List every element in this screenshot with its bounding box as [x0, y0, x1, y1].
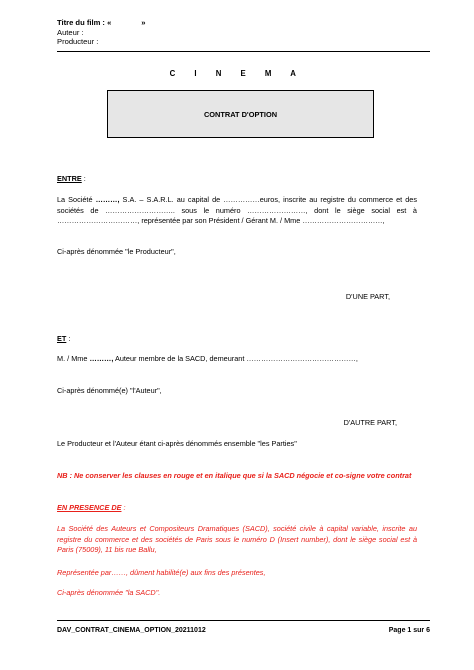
sacd-representative: Représentée par……, dûment habilité(e) aux fins des présentes,	[57, 568, 266, 577]
producer-para-dots: ………,	[95, 195, 120, 204]
et-heading	[57, 334, 417, 345]
producer-designation: Ci-après dénommée "le Producteur",	[57, 247, 176, 256]
film-title-blank	[111, 18, 141, 28]
first-party-label: D'UNE PART,	[345, 292, 390, 301]
film-title-close: »	[141, 18, 146, 27]
document-header	[57, 18, 146, 47]
sacd-paragraph: La Société des Auteurs et Compositeurs Dramatiques (SACD), société civile à capital variable, inscrite au registre du commerce et des sociétés de Paris sous le numéro D (Insert number), dont le siège social est à Paris (75009), 11 bis rue Ballu,	[57, 524, 417, 555]
footer-divider	[57, 620, 430, 621]
author-label: Auteur :	[57, 27, 84, 37]
producer-paragraph	[57, 195, 417, 227]
presence-label-suffix: :	[121, 503, 126, 512]
footer-doc-id: DAV_CONTRAT_CINEMA_OPTION_20211012	[57, 627, 206, 634]
author-para-start: M. / Mme	[57, 354, 90, 363]
producer-para-start: La Société	[57, 195, 96, 204]
film-title-label: Titre du film : «	[57, 18, 112, 27]
author-designation: Ci-après dénommé(e) "l'Auteur",	[57, 386, 162, 395]
contract-title-box	[107, 90, 374, 138]
producer-label: Producteur :	[57, 37, 99, 47]
author-para-rest: Auteur membre de la SACD, demeurant ………………………………………,	[113, 354, 358, 363]
entre-label: ENTRE	[57, 174, 82, 183]
author-paragraph	[57, 354, 417, 365]
parties-paragraph: Le Producteur et l'Auteur étant ci-après dénommés ensemble "les Parties"	[57, 439, 297, 448]
author-para-dots: ………,	[89, 354, 114, 363]
et-label-suffix: :	[66, 334, 71, 343]
entre-label-suffix: :	[81, 174, 86, 183]
presence-label: EN PRESENCE DE	[57, 503, 122, 512]
contract-title: CONTRAT D'OPTION	[203, 109, 278, 119]
cinema-heading: C I N E M A	[169, 69, 305, 78]
film-title-line	[57, 18, 146, 28]
producer-para-rest: S.A. – S.A.R.L. au capital de ……………euros, inscrite au registre du commerce et des sociétés de ……………………….. sous le numéro ……………………, dont le siège social est à ……………………………, représentée par son Président / Gérant M. / Mme ……………………………,	[57, 195, 417, 226]
presence-heading	[57, 503, 417, 514]
header-divider	[57, 51, 430, 52]
sacd-designation: Ci-après dénommée "la SACD".	[57, 588, 161, 597]
second-party-label: D'AUTRE PART,	[343, 418, 397, 427]
entre-heading	[57, 174, 417, 185]
footer-page-number: Page 1 sur 6	[388, 627, 430, 634]
et-label: ET	[57, 334, 67, 343]
nb-note: NB : Ne conserver les clauses en rouge et en italique que si la SACD négocie et co-signe votre contrat	[57, 471, 412, 480]
